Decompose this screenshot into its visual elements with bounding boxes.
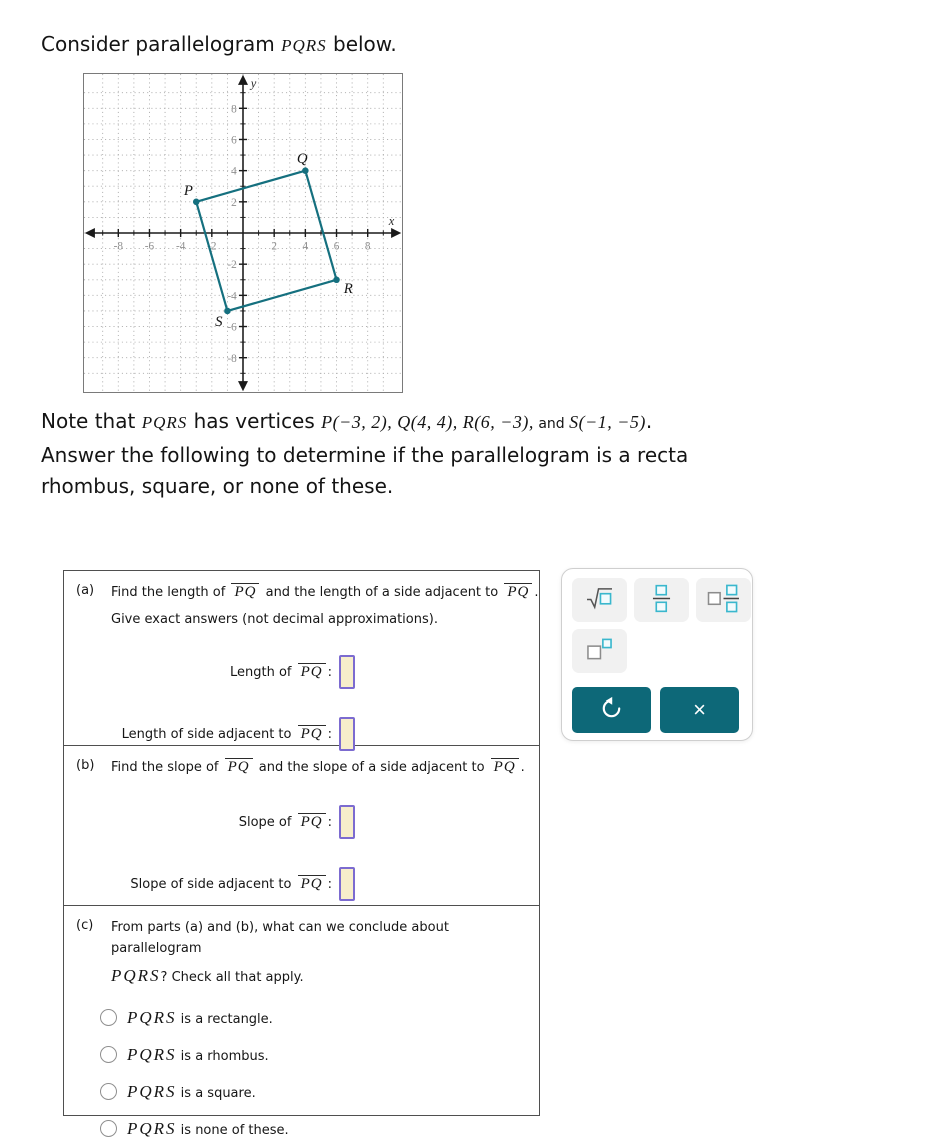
checkbox-none[interactable] xyxy=(100,1120,117,1137)
vertex-Q xyxy=(302,167,309,174)
option-rectangle[interactable]: PQRS is a rectangle. xyxy=(100,1006,539,1030)
math-pqrs: PQRS xyxy=(127,1044,177,1064)
math-pqrs: PQRS xyxy=(281,36,327,55)
vertex-P xyxy=(193,199,200,206)
part-a-instruction: Give exact answers (not decimal approximations). xyxy=(111,611,438,627)
sqrt-button[interactable] xyxy=(572,578,627,622)
math-pqrs: PQRS xyxy=(127,1007,177,1027)
checkbox-rhombus[interactable] xyxy=(100,1046,117,1063)
svg-text:-4 xyxy=(227,290,237,302)
part-b-section xyxy=(64,745,539,905)
segment-pq: PQ xyxy=(298,663,326,681)
svg-text:-8 xyxy=(227,353,237,365)
segment-pq: PQ xyxy=(298,813,326,831)
vertex-coordinates: S(−1, −5) xyxy=(569,412,646,432)
parallelogram-pqrs xyxy=(196,171,336,311)
svg-text:-8 xyxy=(114,240,124,252)
length-of-pq-label: Length of PQ : xyxy=(229,663,332,680)
checkbox-rectangle[interactable] xyxy=(100,1009,117,1026)
length-of-pq-input[interactable] xyxy=(339,655,355,689)
math-pqrs: PQRS xyxy=(111,965,161,985)
svg-text:8 xyxy=(365,240,371,252)
math-pqrs: PQRS xyxy=(127,1118,177,1138)
segment-pq: PQ xyxy=(504,583,532,601)
segment-pq: PQ xyxy=(231,583,259,601)
close-button[interactable] xyxy=(660,687,739,733)
exponent-icon xyxy=(586,637,613,665)
option-none[interactable]: PQRS is none of these. xyxy=(100,1117,539,1141)
math-input-palette xyxy=(561,568,753,741)
note-line-3: rhombus, square, or none of these. xyxy=(41,474,394,498)
svg-text:6 xyxy=(334,240,340,252)
svg-text:-6 xyxy=(227,322,237,334)
problem-statement: Consider parallelogram PQRS below. xyxy=(41,32,397,56)
y-axis-label xyxy=(249,76,257,90)
math-pqrs: PQRS xyxy=(141,413,188,432)
mixed-number-icon xyxy=(707,584,740,616)
svg-text:8 xyxy=(231,103,237,115)
slope-of-pq-row xyxy=(64,805,539,839)
part-a-label: (a) xyxy=(76,583,95,598)
note-line-vertices: Note that PQRS has vertices P(−3, 2), Q(4, 4), R(6, −3), and S(−1, −5). xyxy=(41,409,653,433)
fraction-button[interactable] xyxy=(634,578,689,622)
svg-text:6 xyxy=(231,135,237,147)
sqrt-icon xyxy=(585,586,614,614)
svg-text:2 xyxy=(231,197,237,209)
svg-text:2 xyxy=(271,240,277,252)
slope-of-pq-label: Slope of PQ : xyxy=(238,813,332,830)
length-adjacent-input[interactable] xyxy=(339,717,355,751)
option-list xyxy=(64,1006,539,1141)
slope-of-pq-input[interactable] xyxy=(339,805,355,839)
note-paragraph xyxy=(41,406,941,502)
note-line-2: Answer the following to determine if the parallelogram is a recta xyxy=(41,443,689,467)
part-b-label: (b) xyxy=(76,758,95,773)
mixed-number-button[interactable] xyxy=(696,578,751,622)
option-rhombus[interactable]: PQRS is a rhombus. xyxy=(100,1043,539,1067)
part-c-question-line2: PQRS? Check all that apply. xyxy=(111,965,304,985)
slope-adjacent-label: Slope of side adjacent to PQ : xyxy=(130,875,332,892)
close-icon: × xyxy=(693,697,706,722)
part-a-question: Find the length of PQ and the length of a side adjacent to PQ . xyxy=(111,584,539,600)
undo-button[interactable] xyxy=(572,687,651,733)
segment-pq: PQ xyxy=(298,875,326,893)
segment-pq: PQ xyxy=(298,725,326,743)
fraction-icon xyxy=(652,584,671,616)
svg-text:-6 xyxy=(145,240,155,252)
svg-text:4 xyxy=(231,166,237,178)
length-of-pq-row xyxy=(64,655,539,689)
part-c-label: (c) xyxy=(76,918,94,933)
vertex-label-R xyxy=(343,281,353,297)
question-card xyxy=(63,570,540,1138)
slope-adjacent-input[interactable] xyxy=(339,867,355,901)
exponent-button[interactable] xyxy=(572,629,627,673)
vertex-label-S xyxy=(215,314,223,330)
coordinate-graph xyxy=(83,73,403,393)
option-square[interactable]: PQRS is a square. xyxy=(100,1080,539,1104)
part-c-section xyxy=(64,905,539,1138)
checkbox-square[interactable] xyxy=(100,1083,117,1100)
slope-adjacent-row xyxy=(64,867,539,901)
vertex-S xyxy=(224,308,231,315)
length-adjacent-label: Length of side adjacent to PQ : xyxy=(121,725,332,742)
coordinate-grid xyxy=(84,74,402,392)
svg-text:-4 xyxy=(176,240,186,252)
vertex-label-Q xyxy=(297,151,308,167)
x-axis-label xyxy=(388,214,395,228)
part-c-question-line1: From parts (a) and (b), what can we conclude about parallelogram xyxy=(111,920,449,956)
vertex-R xyxy=(333,276,340,283)
segment-pq: PQ xyxy=(225,758,253,776)
undo-icon xyxy=(599,696,624,725)
math-pqrs: PQRS xyxy=(127,1081,177,1101)
svg-text:-2 xyxy=(227,259,236,271)
vertex-coordinates: P(−3, 2), Q(4, 4), R(6, −3), xyxy=(321,412,534,432)
segment-pq: PQ xyxy=(491,758,519,776)
svg-text:4 xyxy=(303,240,309,252)
part-a-section xyxy=(64,571,539,745)
part-b-question: Find the slope of PQ and the slope of a side adjacent to PQ . xyxy=(111,759,525,775)
vertex-label-P xyxy=(183,183,193,199)
